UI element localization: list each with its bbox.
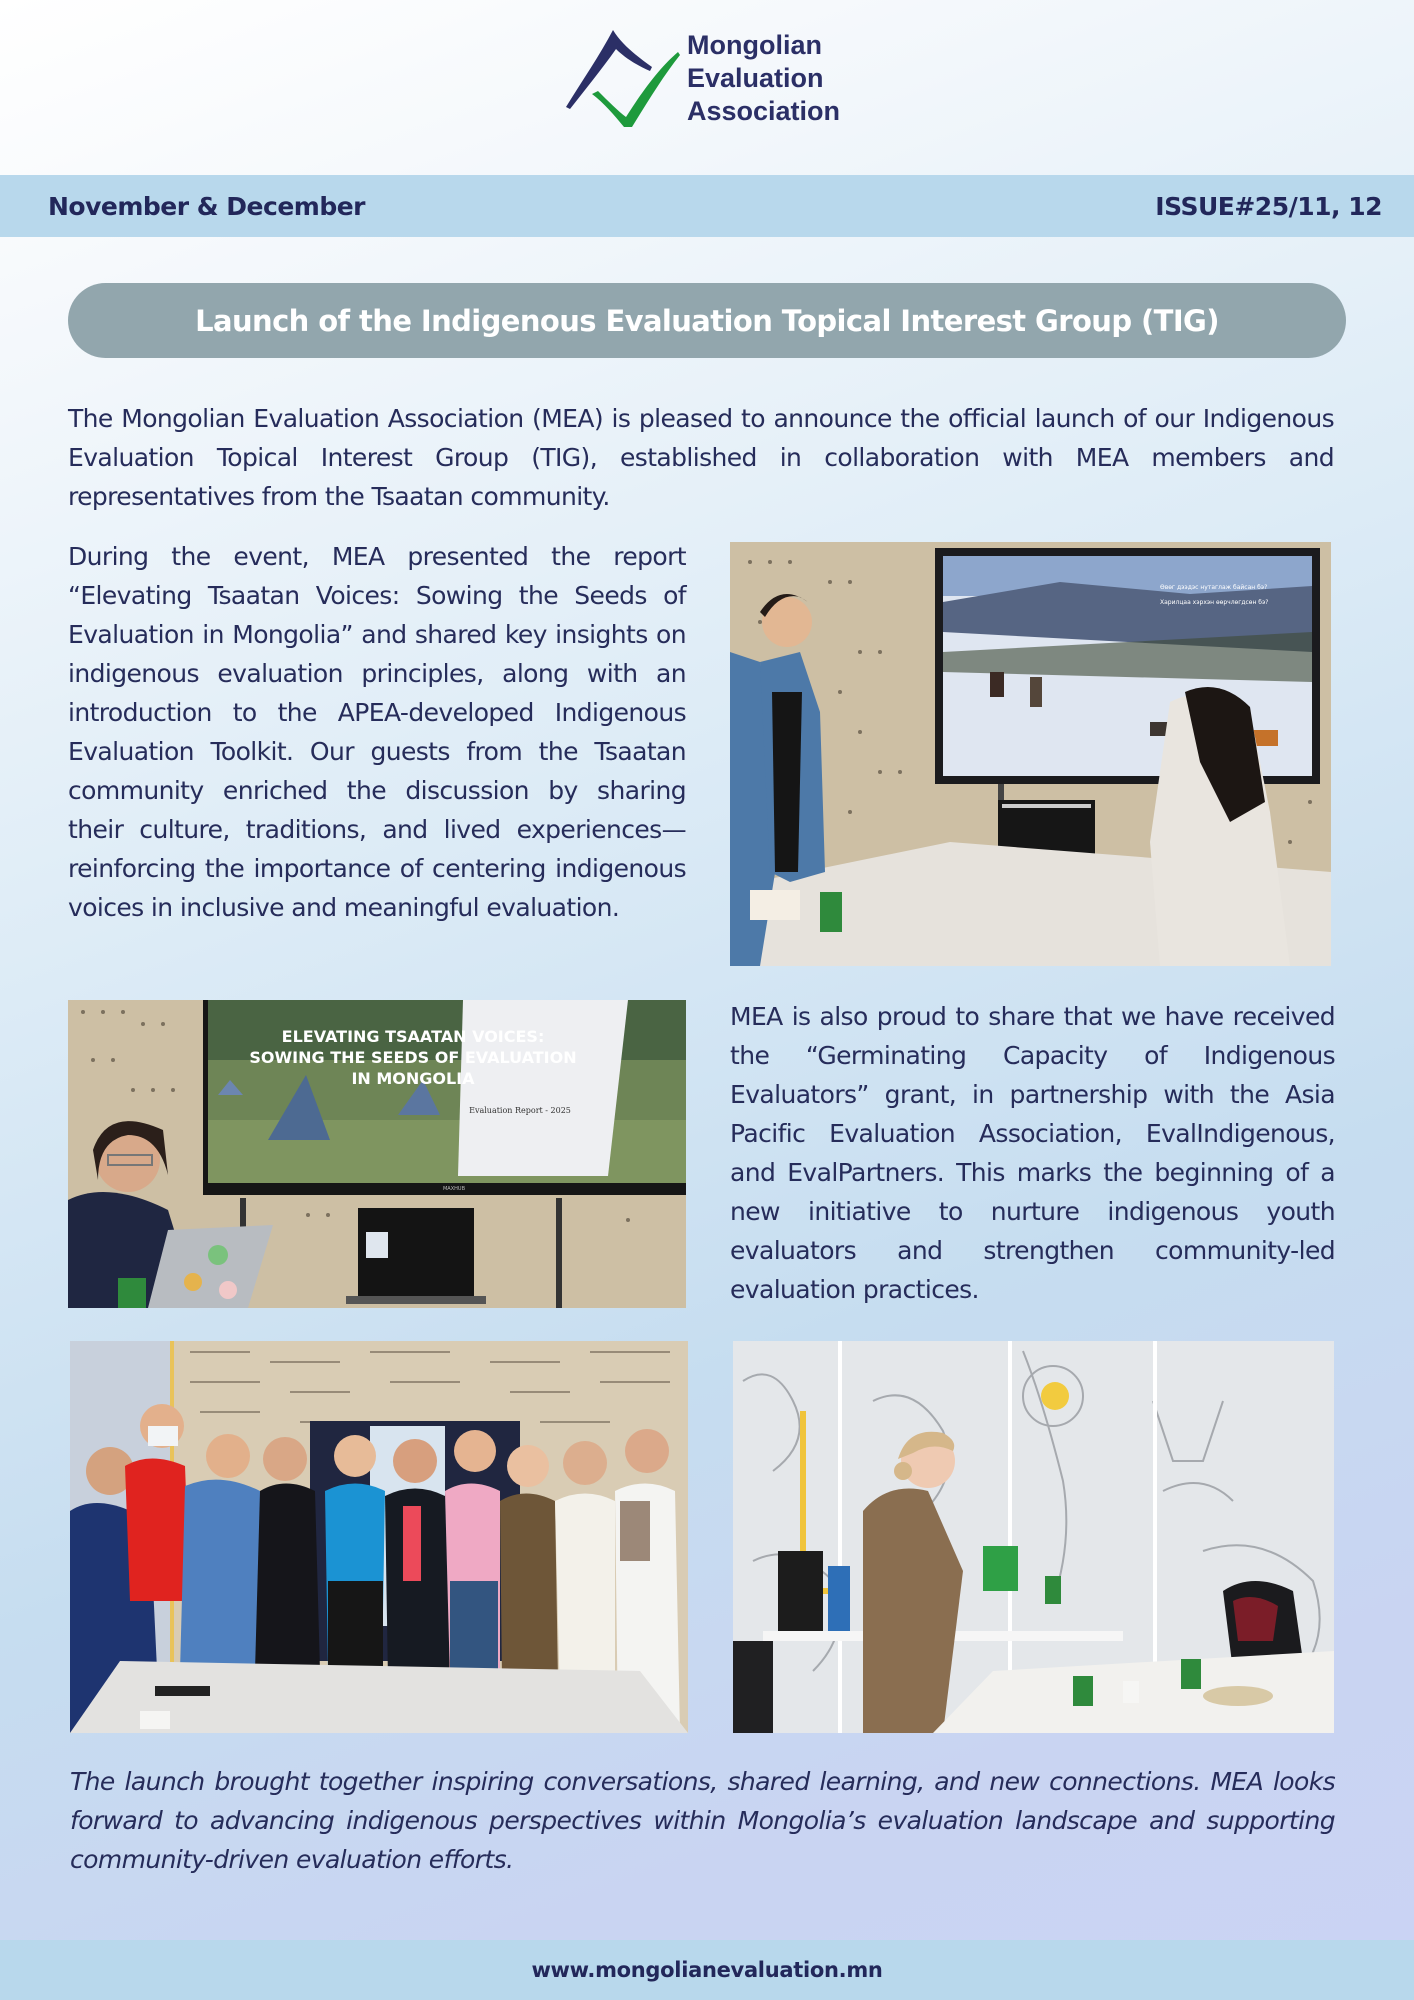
photo-presenter (730, 542, 1331, 966)
issue-number: ISSUE#25/11, 12 (1155, 191, 1382, 221)
photo-report-presentation (68, 1000, 686, 1308)
intro-paragraph: The Mongolian Evaluation Association (MEA) is pleased to announce the official launch of our Indigenous Evaluation Topical Interest Group (TIG), established in collaboration with MEA members and representatives from the Tsaatan community. (68, 404, 1334, 511)
svg-text:Evaluation Report - 2025: Evaluation Report - 2025 (469, 1106, 571, 1115)
svg-text:Өвөг дээдэс нутаглаж байсан бэ: Өвөг дээдэс нутаглаж байсан бэ? (1160, 584, 1268, 591)
svg-text:SOWING THE SEEDS OF EVALUATION: SOWING THE SEEDS OF EVALUATION (249, 1048, 577, 1067)
event-paragraph: During the event, MEA presented the report “Elevating Tsaatan Voices: Sowing the Seeds of Evaluation in Mongolia” and shared key insights on indigenous evaluation principles, along with an introduction to the APEA-developed Indigenous Evaluation Toolkit. Our guests from the Tsaatan community enriched the discussion by sharing their culture, traditions, and lived experiences—reinforcing the importance of centering indigenous voices in inclusive and meaningful evaluation. (68, 542, 686, 922)
logo-checkmark-icon (560, 25, 685, 135)
issue-header-band (0, 175, 1414, 237)
svg-text:ELEVATING TSAATAN VOICES:: ELEVATING TSAATAN VOICES: (281, 1027, 545, 1046)
mea-logo (560, 25, 860, 135)
website-link[interactable]: www.mongolianevaluation.mn (531, 1958, 883, 1982)
issue-period: November & December (48, 191, 366, 221)
svg-text:IN MONGOLIA: IN MONGOLIA (351, 1069, 475, 1088)
svg-text:Харилцаа хэрхэн өөрчлөгдсөн бэ: Харилцаа хэрхэн өөрчлөгдсөн бэ? (1160, 599, 1269, 606)
logo-line: Association (687, 96, 841, 126)
photo-speaker (733, 1341, 1334, 1733)
logo-line: Mongolian (687, 30, 822, 60)
article-title-banner (68, 283, 1346, 358)
grant-paragraph: MEA is also proud to share that we have received the “Germinating Capacity of Indigenous Evaluators” grant, in partnership with the Asia Pacific Evaluation Association, EvalIndigenous, and EvalPartners. This marks the beginning of a new initiative to nurture indigenous youth evaluators and strengthen community-led evaluation practices. (730, 1002, 1335, 1304)
logo-line: Evaluation (687, 63, 824, 93)
photo-group (70, 1341, 688, 1733)
article-title: Launch of the Indigenous Evaluation Topical Interest Group (TIG) (195, 303, 1219, 338)
logo-text (687, 29, 840, 128)
svg-text:MAXHUB: MAXHUB (442, 1186, 466, 1192)
footer-band (0, 1940, 1414, 2000)
closing-paragraph: The launch brought together inspiring conversations, shared learning, and new connections. MEA looks forward to advancing indigenous perspectives within Mongolia’s evaluation landscape and supporting community-driven evaluation efforts. (70, 1767, 1335, 1874)
